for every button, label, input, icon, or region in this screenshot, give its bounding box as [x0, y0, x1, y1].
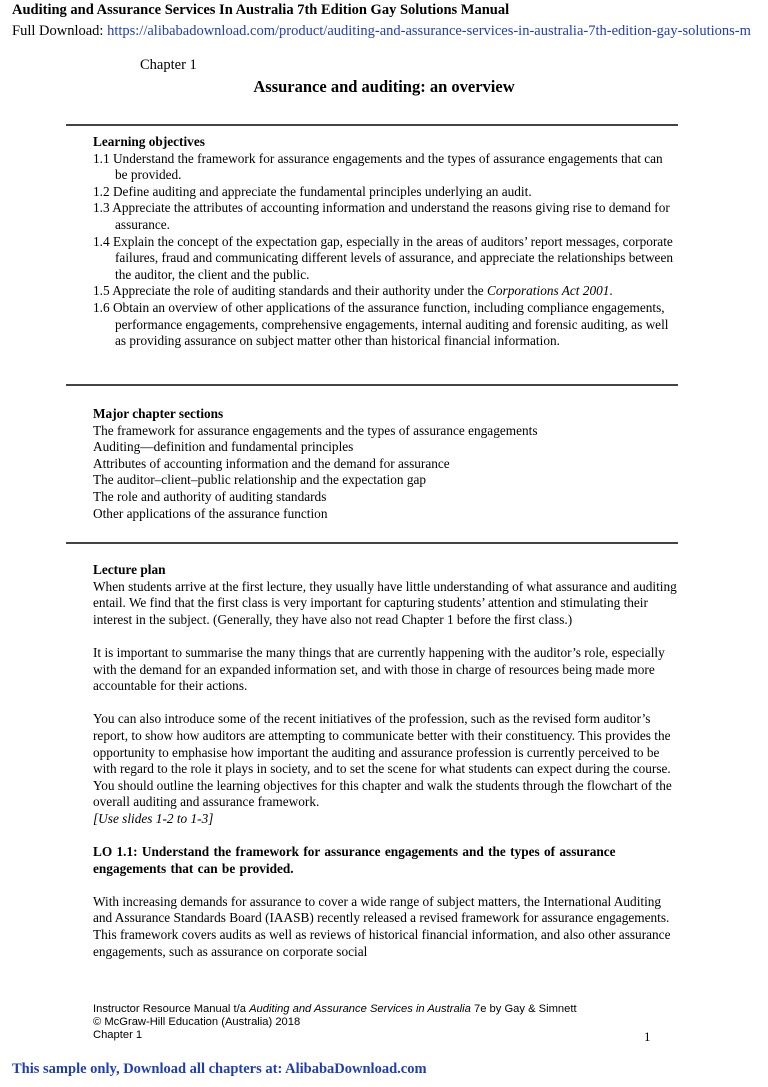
objective-text: 1.5 Appreciate the role of auditing standards and their authority under the	[93, 283, 487, 299]
footer-chapter: Chapter 1	[93, 1029, 143, 1041]
footer-line	[93, 1003, 653, 1016]
act-reference: Corporations Act 2001	[487, 283, 610, 299]
objective-item: 1.4 Explain the concept of the expectation gap, especially in the areas of auditors’ report messages, corporate failures, fraud and communicating different levels of assurance, and appreciate the relationships between the auditor, the client and the public.	[93, 233, 674, 282]
objective-item: 1.1 Understand the framework for assurance engagements and the types of assurance engagements that can be provided.	[93, 150, 663, 183]
footer-text: 7e by Gay & Simnett	[470, 1003, 577, 1015]
download-prefix: Full Download:	[12, 23, 108, 39]
bottom-download-banner[interactable]: This sample only, Download all chapters at: AlibabaDownload.com	[12, 1061, 427, 1077]
section-divider	[66, 384, 678, 386]
slides-note-text: [Use slides 1-2 to 1-3]	[93, 810, 214, 826]
lecture-plan-heading: Lecture plan	[93, 562, 166, 577]
learning-objectives-section	[93, 134, 678, 350]
objective-item	[93, 283, 678, 300]
section-item: Attributes of accounting information and the demand for assurance	[93, 455, 450, 471]
download-link[interactable]: https://alibabadownload.com/product/auditing-and-assurance-services-in-australia-7th-edition-gay-solutions-m	[107, 23, 751, 39]
objective-item: 1.2 Define auditing and appreciate the fundamental principles underlying an audit.	[93, 183, 532, 199]
copyright-line: © McGraw-Hill Education (Australia) 2018	[93, 1016, 301, 1028]
major-sections-heading: Major chapter sections	[93, 406, 224, 421]
lecture-paragraph: When students arrive at the first lecture, they usually have little understanding of what assurance and auditing entail. We find that the first class is very important for capturing students’ attention and stimulating their interest in the subject. (Generally, they have also not read Chapter 1 before the first class.)	[93, 578, 677, 627]
lecture-paragraph: It is important to summarise the many things that are currently happening with the auditor’s role, especially with the demand for an expanded information set, and with those in charge of resources being made more accountable for their actions.	[93, 644, 665, 694]
section-item: The framework for assurance engagements and the types of assurance engagements	[93, 422, 538, 438]
major-sections-section	[93, 406, 678, 522]
section-divider	[66, 542, 678, 544]
lecture-plan-section	[93, 562, 678, 960]
objective-item: 1.6 Obtain an overview of other applications of the assurance function, including compliance engagements, performance engagements, comprehensive engagements, internal auditing and forensic auditing, as well as providing assurance on subject matter other than historical financial information.	[93, 299, 669, 349]
learning-objectives-heading: Learning objectives	[93, 134, 205, 149]
banner-title: Auditing and Assurance Services In Australia 7th Edition Gay Solutions Manual	[12, 2, 510, 18]
chapter-title: Assurance and auditing: an overview	[253, 77, 515, 96]
section-item: The auditor–client–public relationship and the expectation gap	[93, 472, 427, 488]
lo-heading: LO 1.1: Understand the framework for assurance engagements and the types of assurance engagements that can be provided.	[93, 844, 616, 876]
page-footer	[93, 1003, 653, 1042]
chapter-label: Chapter 1	[140, 57, 197, 73]
lecture-paragraph: You can also introduce some of the recent initiatives of the profession, such as the revised form auditor’s report, to show how auditors are attempting to communicate better with their constituency. This provides the opportunity to emphasise how important the auditing and assurance profession is currently perceived to be with regard to the role it plays in society, and to set the scene for what students can expect during the course. You should outline the learning objectives for this chapter and walk the students through the flowchart of the overall auditing and assurance framework.	[93, 711, 672, 810]
section-item: The role and authority of auditing standards	[93, 488, 327, 504]
section-item: Auditing—definition and fundamental principles	[93, 439, 354, 455]
section-divider	[66, 124, 678, 126]
download-row	[12, 23, 768, 40]
book-title: Auditing and Assurance Services in Australia	[249, 1003, 471, 1015]
footer-text: Instructor Resource Manual t/a	[93, 1003, 250, 1015]
objective-text: .	[609, 283, 613, 299]
page-number: 1	[644, 1029, 651, 1044]
objective-item: 1.3 Appreciate the attributes of accounting information and understand the reasons giving rise to demand for assurance.	[93, 200, 670, 232]
slides-note	[93, 811, 678, 828]
section-item: Other applications of the assurance function	[93, 505, 328, 521]
lo-paragraph: With increasing demands for assurance to cover a wide range of subject matters, the International Auditing and Assurance Standards Board (IAASB) recently released a revised framework for assurance engagements. This framework covers audits as well as reviews of historical financial information, and also other assurance engagements, such as assurance on corporate social	[93, 893, 671, 959]
